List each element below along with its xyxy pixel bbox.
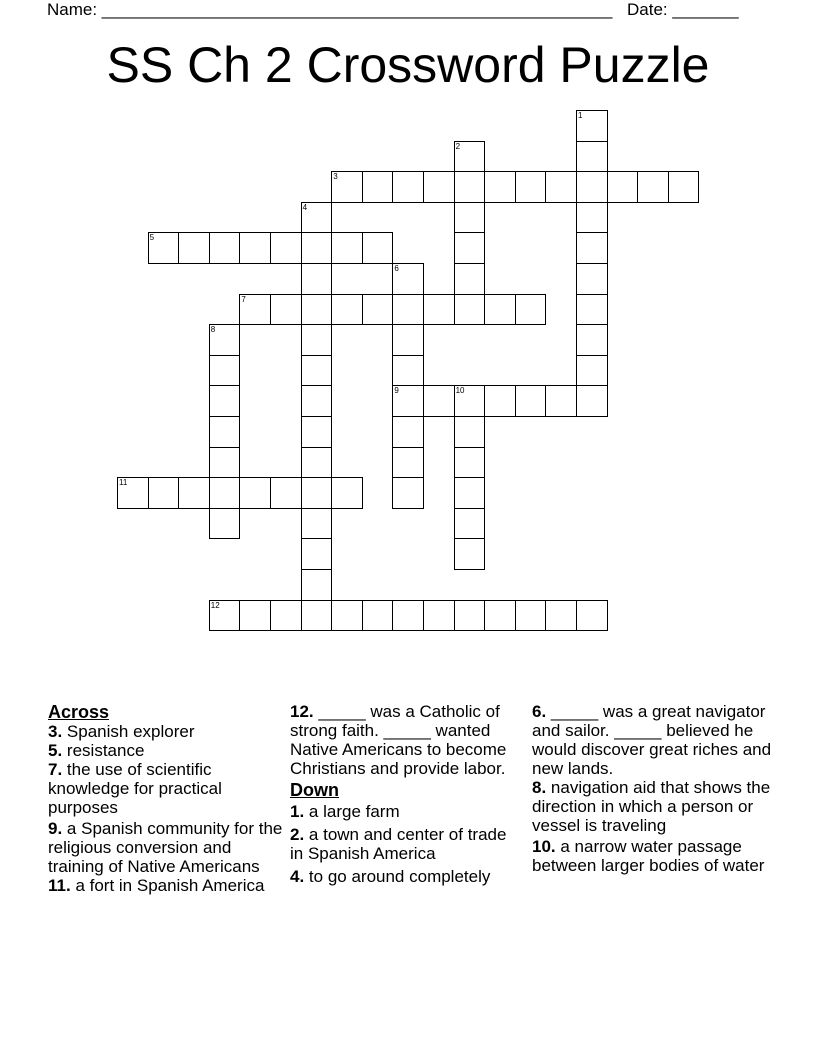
clue-number-label: 9 <box>394 386 399 396</box>
grid-cell[interactable] <box>484 171 516 203</box>
clue-text: resistance <box>66 741 145 760</box>
clues-column-1 <box>48 702 284 895</box>
grid-cell[interactable] <box>392 263 424 295</box>
clue-number: 3. <box>48 722 63 741</box>
clue-number-label: 1 <box>578 111 583 120</box>
grid-cell[interactable] <box>515 294 547 326</box>
grid-cell[interactable] <box>270 294 302 326</box>
grid-cell[interactable] <box>239 232 271 264</box>
clue-across-5 <box>48 741 284 760</box>
grid-cell[interactable] <box>454 477 486 509</box>
grid-cell[interactable] <box>484 294 516 326</box>
clue-text: a narrow water passage between larger bodies of water <box>532 837 765 875</box>
grid-cell[interactable] <box>301 600 333 632</box>
grid-cell[interactable] <box>362 171 394 203</box>
grid-cell[interactable] <box>301 477 333 509</box>
clues-column-2 <box>290 702 520 886</box>
grid-cell[interactable] <box>301 447 333 479</box>
clue-number: 2. <box>290 825 305 844</box>
grid-cell[interactable] <box>301 232 333 264</box>
grid-cell[interactable] <box>545 385 577 417</box>
grid-cell[interactable] <box>301 202 333 234</box>
grid-cell[interactable] <box>576 171 608 203</box>
grid-cell[interactable] <box>392 294 424 326</box>
grid-cell[interactable] <box>576 263 608 295</box>
grid-cell[interactable] <box>301 569 333 601</box>
clue-number-label: 4 <box>302 202 308 212</box>
grid-cell[interactable] <box>301 385 333 417</box>
clue-number: 6. <box>532 702 547 721</box>
clue-number: 5. <box>48 741 63 760</box>
grid-cell[interactable] <box>270 477 302 509</box>
clue-number: 4. <box>290 867 305 886</box>
clue-down-10 <box>532 837 772 875</box>
grid-cell[interactable] <box>301 263 333 295</box>
grid-cell[interactable] <box>362 600 394 632</box>
grid-cell[interactable] <box>576 600 608 632</box>
grid-cell[interactable] <box>454 232 486 264</box>
grid-cell[interactable] <box>331 171 363 203</box>
grid-cell[interactable] <box>209 416 241 448</box>
clue-number-label: 7 <box>241 294 246 304</box>
clue-number: 7. <box>48 760 63 779</box>
clue-across-12 <box>290 702 520 778</box>
grid-cell[interactable] <box>484 600 516 632</box>
grid-cell[interactable] <box>209 600 241 632</box>
clue-text: to go around completely <box>308 867 491 886</box>
grid-cell[interactable] <box>423 294 455 326</box>
grid-cell[interactable] <box>454 447 486 479</box>
grid-cell[interactable] <box>454 263 486 295</box>
clue-number-label: 3 <box>333 172 338 182</box>
grid-cell[interactable] <box>362 294 394 326</box>
clue-text: a large farm <box>308 802 400 821</box>
grid-cell[interactable] <box>301 508 333 540</box>
grid-cell[interactable] <box>331 477 363 509</box>
grid-cell[interactable] <box>301 538 333 570</box>
across-heading: Across <box>48 702 110 722</box>
grid-cell[interactable] <box>668 171 700 203</box>
clue-down-8 <box>532 778 772 835</box>
grid-cell[interactable] <box>576 141 608 173</box>
clue-text: _____ was a great navigator and sailor. _____ believed he would discover great riches and new lands. <box>532 702 772 778</box>
grid-cell[interactable] <box>239 600 271 632</box>
grid-cell[interactable] <box>209 447 241 479</box>
page-title: SS Ch 2 Crossword Puzzle <box>106 37 710 93</box>
grid-cell[interactable] <box>576 355 608 387</box>
grid-cell[interactable] <box>209 324 241 356</box>
clue-down-6 <box>532 702 772 778</box>
grid-cell[interactable] <box>454 385 486 417</box>
grid-cell[interactable] <box>515 600 547 632</box>
grid-cell[interactable] <box>209 477 241 509</box>
name-field-label: Name: ______________________________________________________ <box>47 0 613 19</box>
clue-number-label: 8 <box>210 325 216 335</box>
clue-across-9 <box>48 819 284 876</box>
grid-cell[interactable] <box>576 385 608 417</box>
clue-across-7 <box>48 760 284 817</box>
grid-cell[interactable] <box>178 232 210 264</box>
clue-number: 12. <box>290 702 314 721</box>
clue-number: 1. <box>290 802 305 821</box>
clue-number: 10. <box>532 837 556 856</box>
grid-cell[interactable] <box>209 232 241 264</box>
clue-number-label: 12 <box>210 600 220 610</box>
grid-cell[interactable] <box>148 232 180 264</box>
grid-cell[interactable] <box>454 538 486 570</box>
clue-across-3 <box>48 722 284 741</box>
grid-cell[interactable] <box>331 232 363 264</box>
clue-down-4 <box>290 867 520 886</box>
grid-cell[interactable] <box>239 477 271 509</box>
grid-cell[interactable] <box>270 232 302 264</box>
clue-text: a Spanish community for the religious conversion and training of Native Americans <box>48 819 283 876</box>
grid-cell[interactable] <box>331 294 363 326</box>
grid-cell[interactable] <box>209 508 241 540</box>
grid-cell[interactable] <box>362 232 394 264</box>
grid-cell[interactable] <box>331 600 363 632</box>
grid-cell[interactable] <box>209 385 241 417</box>
grid-cell[interactable] <box>209 355 241 387</box>
grid-cell[interactable] <box>576 110 608 142</box>
grid-cell[interactable] <box>301 294 333 326</box>
grid-cell[interactable] <box>423 385 455 417</box>
clue-number: 11. <box>48 876 71 895</box>
grid-cell[interactable] <box>545 600 577 632</box>
clue-across-11 <box>48 876 284 895</box>
clue-number-label: 11 <box>119 478 128 488</box>
grid-cell[interactable] <box>392 324 424 356</box>
grid-cell[interactable] <box>392 385 424 417</box>
grid-cell[interactable] <box>576 324 608 356</box>
grid-cell[interactable] <box>392 477 424 509</box>
grid-cell[interactable] <box>637 171 669 203</box>
grid-cell[interactable] <box>392 355 424 387</box>
grid-cell[interactable] <box>301 324 333 356</box>
grid-cell[interactable] <box>545 171 577 203</box>
grid-cell[interactable] <box>392 600 424 632</box>
grid-cell[interactable] <box>454 508 486 540</box>
clues-column-3 <box>532 702 772 875</box>
grid-cell[interactable] <box>423 171 455 203</box>
clue-text: _____ was a Catholic of strong faith. _____ wanted Native Americans to become Christians and provide labor. <box>290 702 507 778</box>
clue-number-label: 2 <box>455 141 461 151</box>
clue-down-1 <box>290 802 520 821</box>
grid-cell[interactable] <box>454 202 486 234</box>
clue-text: Spanish explorer <box>66 722 195 741</box>
grid-cell[interactable] <box>454 171 486 203</box>
grid-cell[interactable] <box>117 477 149 509</box>
grid-cell[interactable] <box>454 600 486 632</box>
grid-cell[interactable] <box>423 600 455 632</box>
grid-cell[interactable] <box>454 416 486 448</box>
grid-cell[interactable] <box>239 294 271 326</box>
down-heading: Down <box>290 780 339 800</box>
grid-cell[interactable] <box>576 294 608 326</box>
clue-number-label: 6 <box>394 264 399 273</box>
clue-text: the use of scientific knowledge for practical purposes <box>48 760 222 817</box>
grid-cell[interactable] <box>270 600 302 632</box>
grid-cell[interactable] <box>576 232 608 264</box>
grid-cell[interactable] <box>607 171 639 203</box>
grid-cell[interactable] <box>454 294 486 326</box>
clue-text: a town and center of trade in Spanish America <box>290 825 507 863</box>
clue-text: a fort in Spanish America <box>75 876 265 895</box>
grid-cell[interactable] <box>301 355 333 387</box>
grid-cell[interactable] <box>515 171 547 203</box>
grid-cell[interactable] <box>576 202 608 234</box>
clue-text: navigation aid that shows the direction in which a person or vessel is traveling <box>532 778 771 835</box>
grid-cell[interactable] <box>392 416 424 448</box>
grid-cell[interactable] <box>454 141 486 173</box>
grid-cell[interactable] <box>178 477 210 509</box>
grid-cell[interactable] <box>392 447 424 479</box>
clue-down-2 <box>290 825 520 863</box>
grid-cell[interactable] <box>515 385 547 417</box>
grid-cell[interactable] <box>484 385 516 417</box>
clue-number-label: 10 <box>455 386 465 396</box>
clue-number-label: 5 <box>149 233 155 243</box>
clue-number: 9. <box>48 819 63 838</box>
grid-cell[interactable] <box>148 477 180 509</box>
grid-cell[interactable] <box>392 171 424 203</box>
clue-number: 8. <box>532 778 547 797</box>
grid-cell[interactable] <box>301 416 333 448</box>
date-field-label: Date: _______ <box>627 0 739 19</box>
